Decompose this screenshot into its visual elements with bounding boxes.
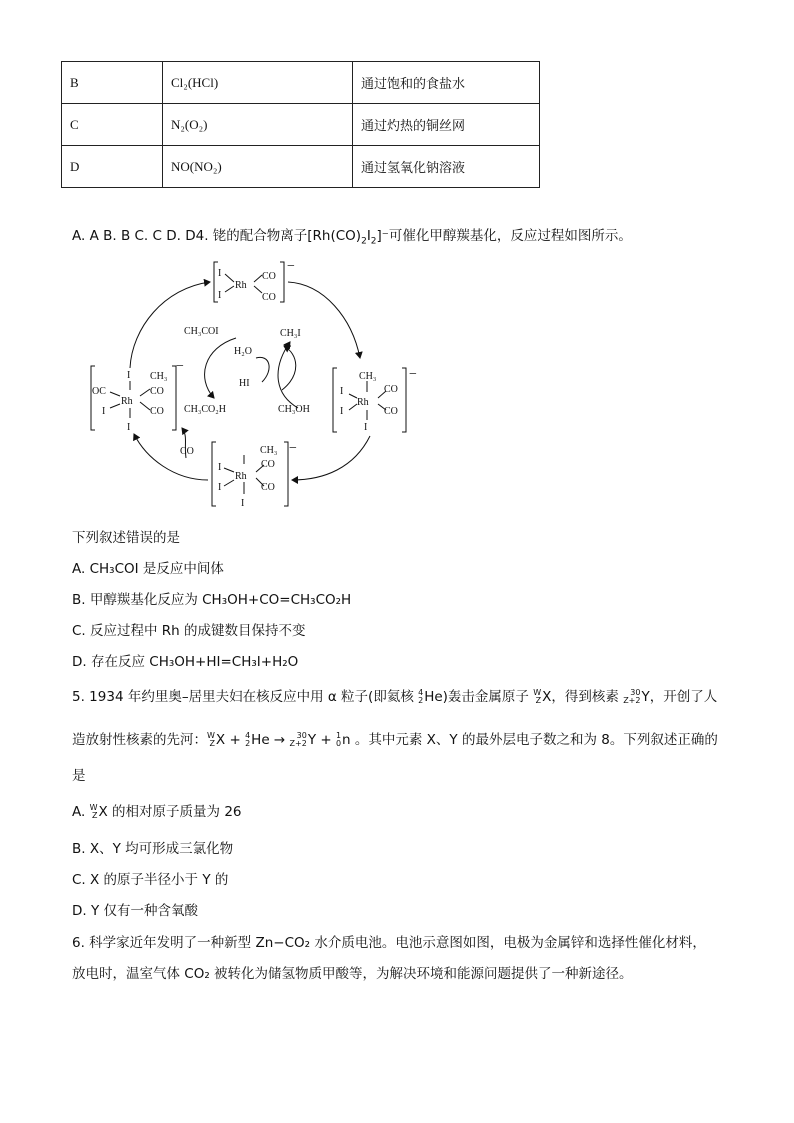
atom-label: I	[340, 406, 344, 417]
q5-text: A.	[72, 804, 90, 820]
atom-label: Rh	[357, 397, 369, 408]
atom-label: CO	[150, 386, 164, 397]
subscript: 2	[361, 236, 367, 247]
atom-label: Rh	[235, 280, 247, 291]
mass-number: 1	[335, 731, 342, 740]
charge-label: −	[289, 441, 297, 456]
mass-number: 4	[245, 731, 251, 740]
table-cell: 通过氢氧化钠溶液	[353, 146, 540, 188]
cycle-arrow	[134, 434, 208, 480]
atomic-number: Z	[535, 696, 542, 705]
atom-label: CO	[261, 482, 275, 493]
nuclide-notation	[623, 689, 640, 705]
table-cell: 通过饱和的食盐水	[353, 62, 540, 104]
mass-number: 30	[296, 731, 307, 740]
q4-option-b: B. 甲醇羰基化反应为 CH₃OH+CO=CH₃CO₂H	[72, 592, 352, 608]
species-label: CH₃I	[280, 328, 301, 339]
atomic-number: Z	[92, 811, 98, 820]
atomic-number: Z+2	[289, 739, 307, 748]
q4-option-a: A. CH₃COI 是反应中间体	[72, 561, 224, 577]
mass-number: 30	[630, 688, 641, 697]
q5-stem-line3: 是	[72, 768, 86, 784]
q6-stem-line2: 放电时，温室气体 CO₂ 被转化为储氢物质甲酸等，为解决环境和能源问题提供了一种新途径。	[72, 966, 633, 982]
q5-stem-line1	[72, 688, 717, 706]
atom-label: Rh	[121, 396, 133, 407]
q4-stem	[195, 228, 632, 247]
inner-arrow	[205, 338, 236, 398]
q5-text: X +	[215, 732, 246, 748]
options-table	[61, 61, 540, 188]
q5-text: n 。其中元素 X、Y 的最外层电子数之和为 8。下列叙述正确的	[342, 732, 718, 748]
q5-option-d: D. Y 仅有一种含氧酸	[72, 903, 199, 919]
nuclide-notation	[207, 732, 215, 748]
charge-label: −	[409, 367, 417, 382]
cycle-arrow	[130, 282, 210, 368]
atom-label: I	[364, 422, 368, 433]
q5-text: 造放射性核素的先河：	[72, 732, 207, 748]
nuclide-notation	[245, 732, 250, 748]
table-cell: 通过灼热的铜丝网	[353, 104, 540, 146]
q5-text: He →	[251, 732, 290, 748]
cycle-arrow	[288, 282, 360, 358]
bracket	[280, 262, 284, 302]
q5-text: 5. 1934 年约里奥–居里夫妇在核反应中用 α 粒子(即氦核	[72, 689, 419, 705]
mass-number: W	[89, 803, 98, 812]
inner-arrow	[278, 342, 298, 408]
atom-label: CO	[384, 406, 398, 417]
species-label: CO	[180, 446, 194, 457]
table-cell: Cl₂(HCl)	[163, 62, 353, 104]
atom-label: CO	[262, 292, 276, 303]
atomic-number: Z+2	[623, 696, 641, 705]
q4-prompt: 下列叙述错误的是	[72, 530, 180, 546]
q5-text: Y，开创了人	[641, 689, 718, 705]
table-cell: NO(NO₂)	[163, 146, 353, 188]
table-cell: C	[62, 104, 163, 146]
atom-label: I	[127, 422, 131, 433]
atom-label: CO	[261, 459, 275, 470]
atom-label: CO	[150, 406, 164, 417]
table-row	[62, 104, 540, 146]
charge-label: −	[176, 359, 184, 374]
bracket	[333, 368, 337, 432]
atom-label: I	[218, 290, 222, 301]
atom-label: CO	[384, 384, 398, 395]
atom-label: OC	[92, 386, 106, 397]
atom-label: I	[340, 386, 344, 397]
atomic-number: Z	[209, 739, 215, 748]
q4-option-c: C. 反应过程中 Rh 的成键数目保持不变	[72, 623, 306, 639]
atom-label: I	[102, 406, 106, 417]
species-label: H₂O	[234, 346, 252, 357]
q5-option-a	[72, 803, 242, 821]
atom-label: I	[218, 268, 222, 279]
table-cell: N₂(O₂)	[163, 104, 353, 146]
atomic-number: 0	[335, 739, 342, 748]
table-cell: B	[62, 62, 163, 104]
atom-label: I	[127, 370, 131, 381]
atom-label: I	[218, 482, 222, 493]
atom-label: CH₃	[260, 445, 278, 456]
q5-text: He)轰击金属原子	[424, 689, 534, 705]
atomic-number: 2	[245, 739, 251, 748]
subscript: 2	[370, 236, 377, 247]
q4-stem-line	[72, 227, 632, 251]
species-label: HI	[239, 378, 250, 389]
atom-label: Rh	[235, 471, 247, 482]
q5-text: Y +	[307, 732, 336, 748]
q4-option-d: D. 存在反应 CH₃OH+HI=CH₃I+H₂O	[72, 654, 299, 670]
table-cell: D	[62, 146, 163, 188]
q4-stem-text: I	[366, 228, 371, 244]
atom-label: CH₃	[150, 371, 168, 382]
q5-option-b: B. X、Y 均可形成三氯化物	[72, 841, 234, 857]
table-row	[62, 62, 540, 104]
mass-number: 4	[418, 688, 424, 697]
charge-label: −	[287, 259, 295, 274]
atom-label: CO	[262, 271, 276, 282]
atom-label: I	[218, 462, 222, 473]
catalytic-cycle-diagram	[84, 258, 424, 516]
q5-text: X，得到核素	[542, 689, 624, 705]
nuclide-notation	[336, 732, 341, 748]
species-label: CH₃COI	[184, 326, 219, 337]
q4-stem-text: ]⁻可催化甲醇羰基化，反应过程如图所示。	[376, 228, 632, 244]
q3-answer-choices: A. A B. B C. C D. D	[72, 228, 196, 244]
atom-label: CH₃	[359, 371, 377, 382]
nuclide-notation	[418, 689, 423, 705]
nuclide-notation	[290, 732, 307, 748]
q5-text: X 的相对原子质量为 26	[98, 804, 242, 820]
species-label: CH₃OH	[278, 404, 310, 415]
species-label: CH₃CO₂H	[184, 404, 226, 415]
cycle-arrow	[292, 436, 370, 480]
atomic-number: 2	[418, 696, 424, 705]
q5-stem-line2	[72, 731, 718, 749]
q4-stem-text: 4. 铑的配合物离子[Rh(CO)	[195, 228, 362, 244]
mass-number: W	[207, 731, 215, 740]
q6-stem-line1: 6. 科学家近年发明了一种新型 Zn−CO₂ 水介质电池。电池示意图如图，电极为金属锌和选择性催化材料，	[72, 935, 706, 951]
nuclide-notation	[533, 689, 541, 705]
q5-option-c: C. X 的原子半径小于 Y 的	[72, 872, 229, 888]
atom-label: I	[241, 498, 245, 509]
nuclide-notation	[90, 804, 98, 820]
table-row	[62, 146, 540, 188]
mass-number: W	[533, 688, 542, 697]
